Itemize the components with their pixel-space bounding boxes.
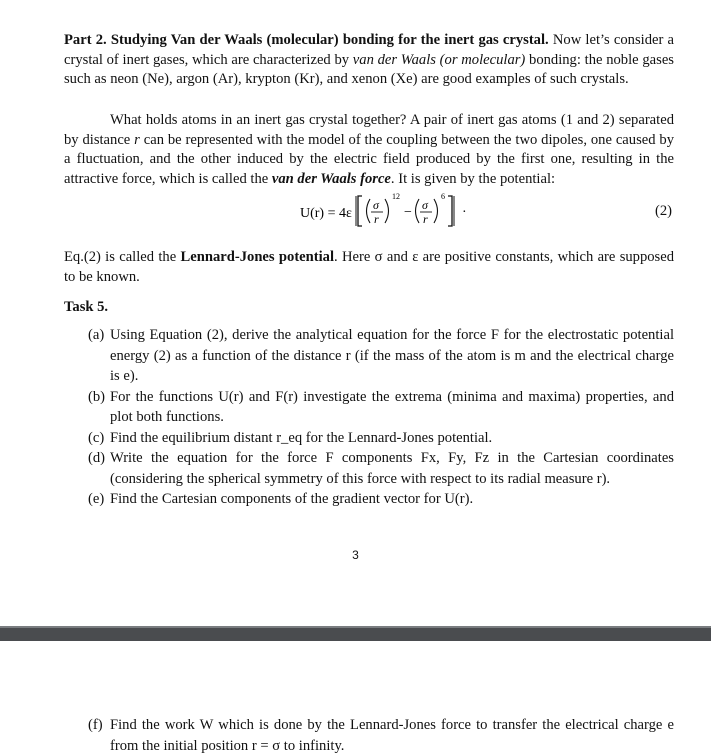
page-number: 3: [352, 548, 359, 562]
paren-1-right: [385, 199, 389, 223]
exponent-12: 12: [392, 192, 400, 201]
exponent-6: 6: [441, 192, 445, 201]
task-item-c: [88, 428, 674, 449]
equation-dot: ·: [462, 205, 467, 220]
p2-text-b: can be represented with the model of the coupling between the two dipoles, one caused by a fluctuation, and the other induced by the electric field produced by the first one, resulting in the attractive force, which is called the: [64, 131, 674, 187]
task-text: Find the Cartesian components of the gradient vector for U(r).: [110, 491, 474, 507]
p2-r: r: [134, 131, 140, 148]
page-separator: [0, 628, 711, 641]
task-label: (a): [88, 327, 105, 343]
task-item-a: [88, 325, 674, 387]
task-title: Task 5.: [64, 299, 109, 315]
task-text: For the functions U(r) and F(r) investigate the extrema (minima and maxima) properties, and plot both functions.: [110, 388, 674, 425]
vdw-force-term: van der Waals force: [271, 170, 391, 187]
outer-bracket-right: [448, 196, 452, 226]
sigma-2: σ: [422, 198, 428, 212]
minus-sign: −: [404, 205, 412, 220]
r-2: r: [423, 212, 428, 226]
paren-2-right: [434, 199, 438, 223]
task-text: Write the equation for the force F components Fx, Fy, Fz in the Cartesian coordinates (considering the spherical symmetry of this force with respect to its radial measure r).: [110, 450, 674, 487]
task-item-d: [88, 448, 674, 489]
part-heading: Part 2. Studying Van der Waals (molecular) bonding for the inert gas crystal.: [64, 32, 549, 48]
intro-text-a: Now let’s consider a crystal of inert gases, which are characterized by: [64, 32, 674, 68]
paren-2-left: [416, 199, 420, 223]
task-list: [88, 325, 674, 510]
p2-text-c: . It is given by the potential:: [390, 170, 556, 187]
task-item-b: [88, 387, 674, 428]
task-text: Find the equilibrium distant r_eq for the Lennard-Jones potential.: [110, 429, 493, 446]
page2-task-list: [88, 715, 674, 756]
lennard-jones-paragraph: [64, 248, 674, 287]
outer-bracket-left: [358, 196, 362, 226]
lj-potential-term: Lennard-Jones potential: [180, 249, 335, 265]
potential-paragraph: [64, 111, 674, 189]
task-label: (e): [88, 491, 105, 507]
task-text: Find the work W which is done by the Lennard-Jones force to transfer the electrical charge e from the initial position r = σ to infinity.: [110, 717, 674, 754]
p3-text-b: . Here σ and ε are positive constants, which are supposed to be known.: [64, 249, 675, 285]
intro-text-b: bonding: the noble gases such as neon (Ne), argon (Ar), krypton (Kr), and xenon (Xe) are good examples of such crystals.: [64, 51, 674, 87]
lennard-jones-equation: [0, 190, 711, 230]
equation-number: (2): [655, 203, 673, 219]
task-label: (d): [88, 450, 106, 466]
p3-text-a: Eq.(2) is called the: [64, 249, 181, 265]
intro-emphasis: van der Waals (or molecular): [352, 51, 526, 68]
sigma-1: σ: [373, 198, 379, 212]
task-item-f: [88, 715, 674, 756]
equation-lhs: U(r) = 4ε: [300, 206, 352, 221]
task-label: (b): [88, 388, 106, 405]
intro-paragraph: [64, 31, 674, 90]
task-item-e: [88, 489, 674, 510]
equation-graphic: [0, 190, 711, 230]
task-label: (c): [88, 429, 105, 446]
task-label: (f): [88, 717, 103, 733]
p2-text-a: What holds atoms in an inert gas crystal together? A pair of inert gas atoms (1 and 2) separated by distance: [64, 112, 674, 148]
task-text: Using Equation (2), derive the analytical equation for the force F for the electrostatic potential energy (2) as a function of the distance r (if the mass of the atom is m and the electrical charge is e).: [110, 327, 674, 384]
paren-1-left: [367, 199, 371, 223]
r-1: r: [374, 212, 379, 226]
